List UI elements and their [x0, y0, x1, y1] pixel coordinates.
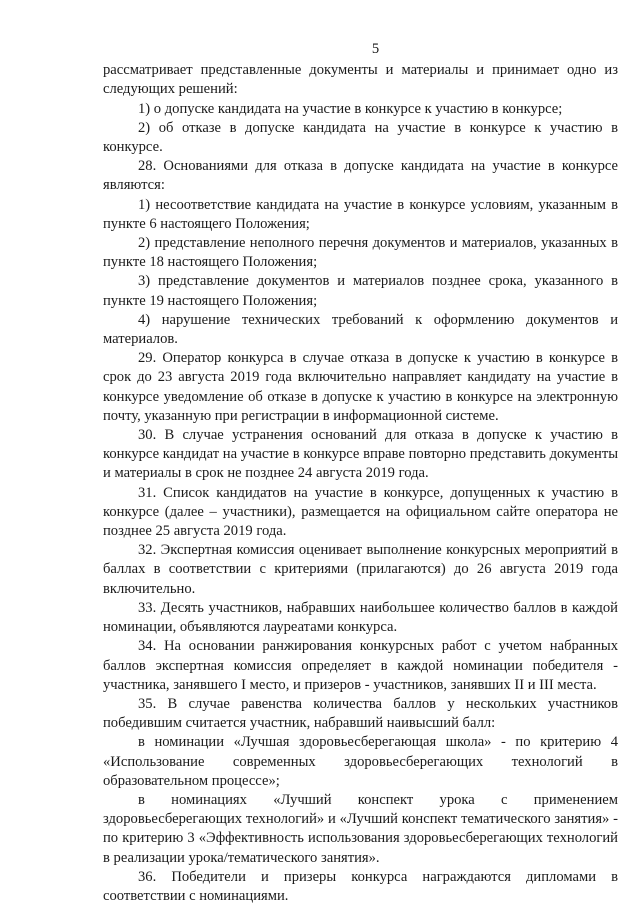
paragraph: 30. В случае устранения оснований для отказа в допуске к участию в конкурсе кандидат на участие в конкурсе вправе повторно представить документы и материалы в срок не позднее 24 августа 2019 года.	[103, 427, 618, 482]
paragraph: 29. Оператор конкурса в случае отказа в допуске к участию в конкурсе в срок до 23 августа 2019 года включительно направляет кандидату на участие в конкурсе уведомление об отказе в допуске к участию в конкурсе на электронную почту, указанную при регистрации в информационной системе.	[103, 350, 618, 424]
paragraph: 1) о допуске кандидата на участие в конкурсе к участию в конкурсе;	[138, 100, 563, 117]
document-body	[103, 61, 618, 906]
paragraph: 2) об отказе в допуске кандидата на участие в конкурсе к участию в конкурсе.	[103, 119, 618, 156]
paragraph: 32. Экспертная комиссия оценивает выполнение конкурсных мероприятий в баллах в соответствии с критериями (прилагаются) до 26 августа 2019 года включительно.	[103, 542, 618, 597]
paragraph: 2) представление неполного перечня документов и материалов, указанных в пункте 18 настоящего Положения;	[103, 235, 618, 271]
paragraph: 36. Победители и призеры конкурса награждаются дипломами в соответствии с номинациями.	[103, 868, 618, 904]
paragraph: 4) нарушение технических требований к оформлению документов и материалов.	[103, 311, 618, 348]
paragraph: в номинации «Лучшая здоровьесберегающая школа» - по критерию 4 «Использование современных здоровьесберегающих технологий в образовательном процессе»;	[103, 734, 618, 789]
paragraph: 33. Десять участников, набравших наибольшее количество баллов в каждой номинации, объявляются лауреатами конкурса.	[103, 599, 618, 636]
paragraph: рассматривает представленные документы и материалы и принимает одно из следующих решений:	[103, 62, 618, 98]
paragraph: 28. Основаниями для отказа в допуске кандидата на участие в конкурсе являются:	[103, 158, 618, 194]
paragraph: в номинациях «Лучший конспект урока с применением здоровьесберегающих технологий» и «Лучший конспект тематического занятия» - по критерию 3 «Эффективность использования здоровьесберегающих технологий в реализации урока/тематического занятия».	[103, 791, 618, 866]
paragraph: 35. В случае равенства количества баллов у нескольких участников победившим считается участник, набравший наивысший балл:	[103, 695, 618, 732]
paragraph: 3) представление документов и материалов позднее срока, указанного в пункте 19 настоящего Положения;	[103, 273, 618, 309]
paragraph: 34. На основании ранжирования конкурсных работ с учетом набранных баллов экспертная комиссия определяет в каждой номинации победителя - участника, занявшего I место, и призеров - участников, занявших II и III места.	[103, 638, 618, 693]
paragraph: 31. Список кандидатов на участие в конкурсе, допущенных к участию в конкурсе (далее – участники), размещается на официальном сайте оператора не позднее 25 августа 2019 года.	[103, 484, 618, 540]
page-number: 5	[371, 41, 380, 57]
paragraph: 1) несоответствие кандидата на участие в конкурсе условиям, указанным в пункте 6 настоящего Положения;	[103, 196, 618, 232]
